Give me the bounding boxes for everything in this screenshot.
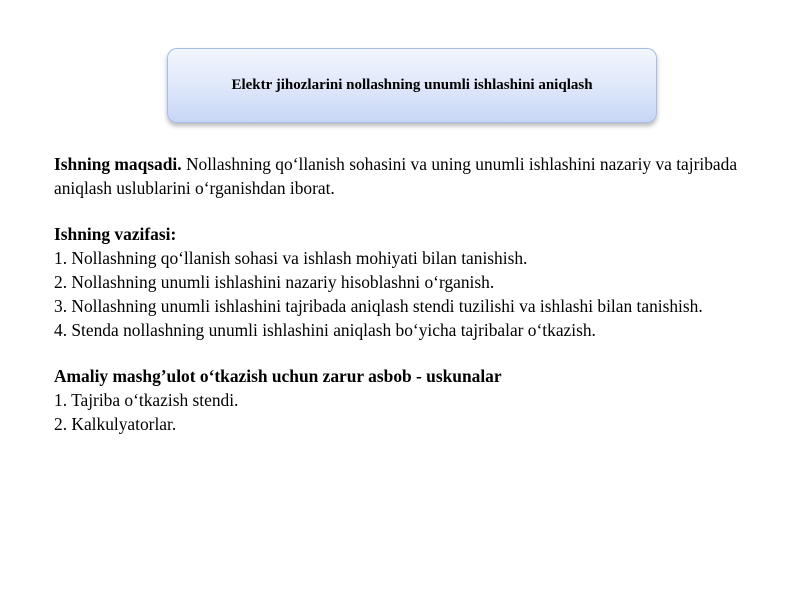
task-item: 4. Stenda nollashning unumli ishlashini aniqlash bo‘yicha tajribalar o‘tkazish. <box>54 320 596 340</box>
equipment-item: 1. Tajriba o‘tkazish stendi. <box>54 390 239 410</box>
equipment-heading: Amaliy mashg’ulot o‘tkazish uchun zarur asbob - uskunalar <box>54 366 502 386</box>
purpose-paragraph <box>54 152 764 200</box>
equipment-section <box>54 364 764 436</box>
task-item: 2. Nollashning unumli ishlashini nazariy hisoblashni o‘rganish. <box>54 272 495 292</box>
spacer <box>54 200 764 222</box>
purpose-text: Nollashning qo‘llanish sohasini va uning unumli ishlashini nazariy va tajribada aniqlash uslublarini o‘rganishdan iborat. <box>54 154 738 198</box>
purpose-label: Ishning maqsadi. <box>54 154 182 174</box>
tasks-section <box>54 222 764 342</box>
document-body <box>54 152 764 436</box>
page-title: Elektr jihozlarini nollashning unumli ishlashini aniqlash <box>231 77 593 93</box>
equipment-item: 2. Kalkulyatorlar. <box>54 414 177 434</box>
spacer <box>54 342 764 364</box>
tasks-heading: Ishning vazifasi: <box>54 224 177 244</box>
title-box <box>167 48 657 123</box>
task-item: 1. Nollashning qo‘llanish sohasi va ishlash mohiyati bilan tanishish. <box>54 248 528 268</box>
task-item: 3. Nollashning unumli ishlashini tajribada aniqlash stendi tuzilishi va ishlashi bilan tanishish. <box>54 296 703 316</box>
